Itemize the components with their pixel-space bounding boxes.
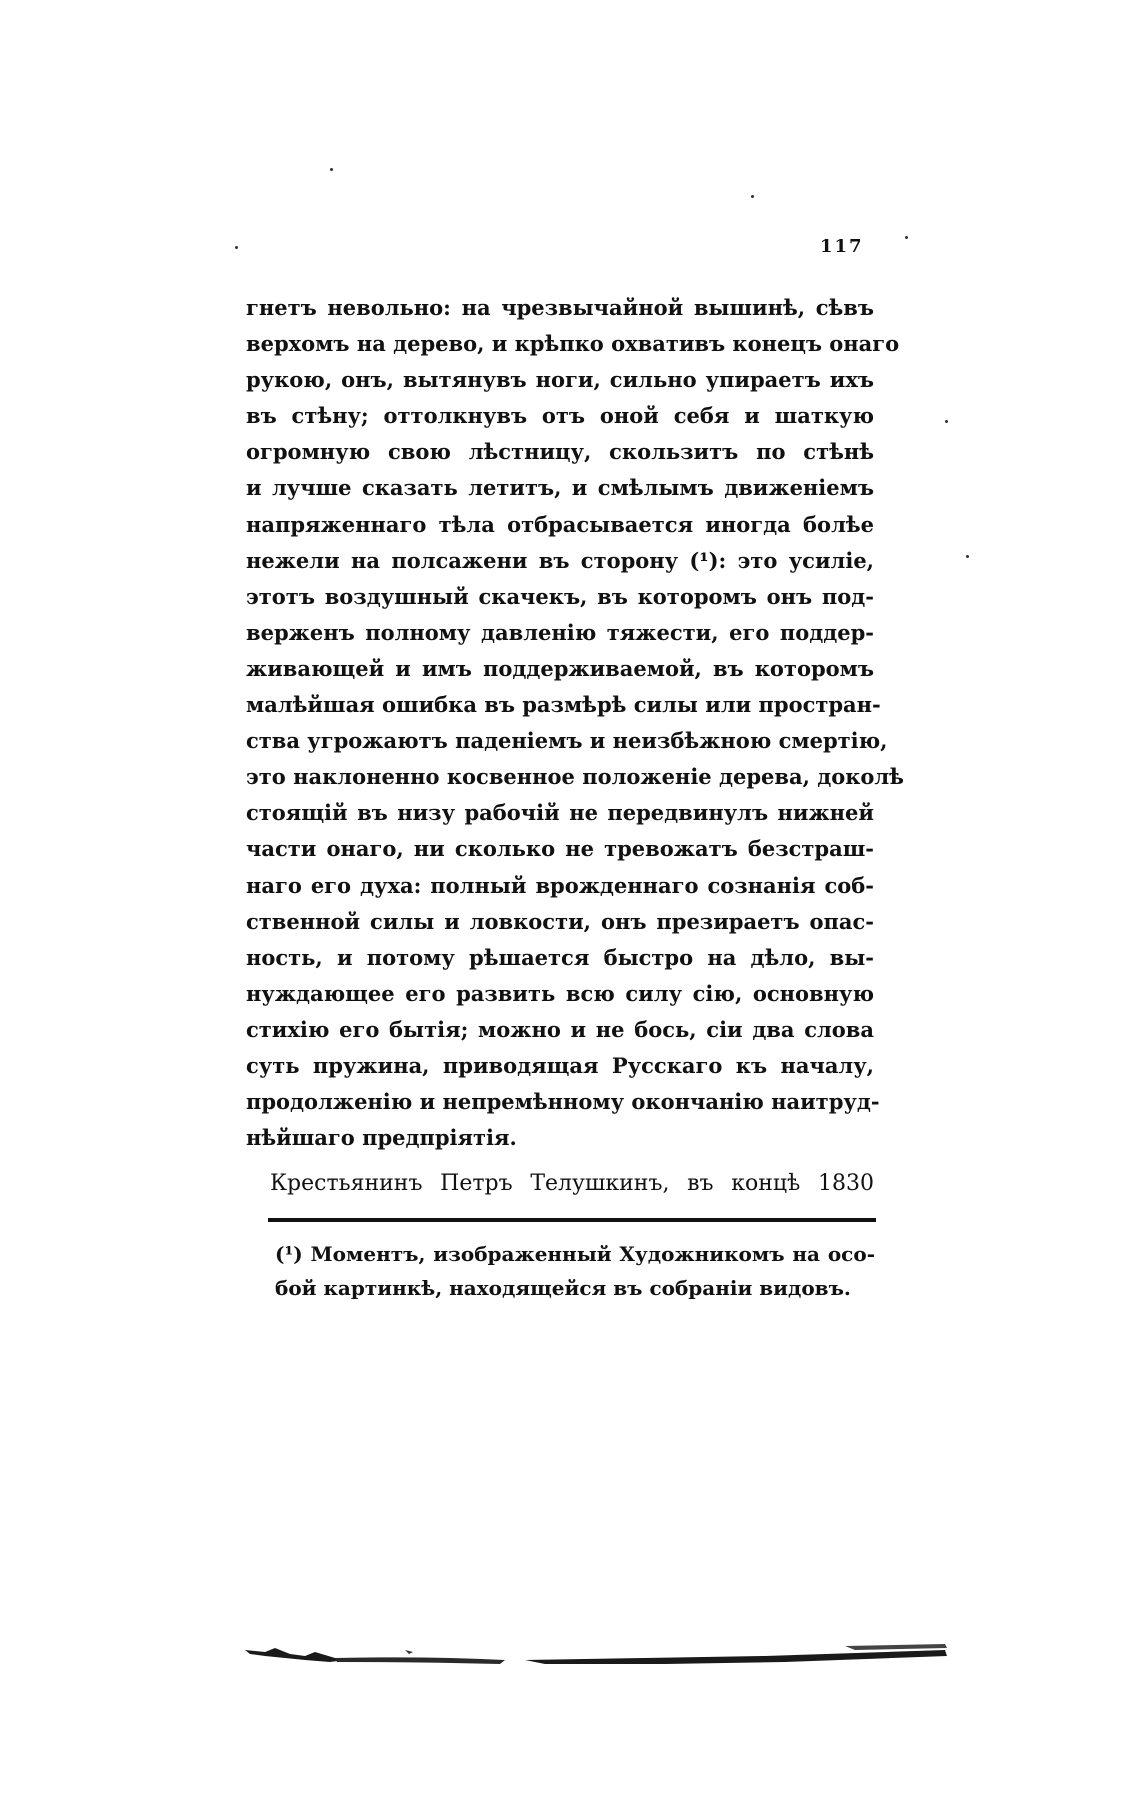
body-line: ность, и потому рѣшается быстро на дѣло, вы- xyxy=(246,944,874,970)
footnote-line: бой картинкѣ, находящейся въ собраніи видовъ. xyxy=(275,1276,851,1300)
footnote xyxy=(275,1237,875,1305)
body-line: гнетъ невольно: на чрезвычайной вышинѣ, сѣвъ xyxy=(246,295,874,320)
scan-speck xyxy=(235,246,238,249)
scan-speck xyxy=(751,195,754,198)
body-line: и лучше сказать летитъ, и смѣлымъ движеніемъ xyxy=(246,475,874,501)
body-line: въ стѣну; оттолкнувъ отъ оной себя и шаткую xyxy=(246,403,874,429)
body-line: суть пружина, приводящая Русскаго къ началу, xyxy=(246,1052,874,1078)
body-line: огромную свою лѣстницу, скользитъ по стѣнѣ xyxy=(246,439,874,465)
body-line: нежели на полсажени въ сторону (¹): это усиліе, xyxy=(246,547,874,573)
body-line: этотъ воздушный скачекъ, въ которомъ онъ под- xyxy=(246,583,874,609)
scan-speck xyxy=(966,555,969,558)
footnote-line: (¹) Моментъ, изображенный Художникомъ на осо- xyxy=(275,1242,875,1266)
body-line: нѣйшаго предпріятія. xyxy=(246,1125,517,1151)
body-line: части онаго, ни сколько не тревожатъ безстраш- xyxy=(246,836,874,862)
body-line: напряженнаго тѣла отбрасывается иногда болѣе xyxy=(246,511,874,537)
body-line: ственной силы и ловкости, онъ презираетъ опас- xyxy=(246,908,874,934)
body-line: наго его духа: полный врожденнаго сознанія соб- xyxy=(246,872,874,898)
body-line: малѣйшая ошибка въ размѣрѣ силы или простран- xyxy=(246,692,881,718)
closing-line: Крестьянинъ Петръ Телушкинъ, въ концѣ 1830 xyxy=(270,1171,874,1197)
body-line: верхомъ на дерево, и крѣпко охвативъ конецъ онаго xyxy=(246,331,900,357)
body-text xyxy=(246,290,904,1202)
footnote-rule xyxy=(268,1218,876,1222)
body-line: продолженію и непремѣнному окончанію наитруд- xyxy=(246,1089,880,1115)
scan-smudge xyxy=(245,1640,950,1668)
body-line: стихію его бытія; можно и не бось, сіи два слова xyxy=(246,1016,874,1042)
body-line: нуждающее его развить всю силу сію, основную xyxy=(246,980,874,1006)
body-line: стоящій въ низу рабочій не передвинулъ нижней xyxy=(246,800,874,826)
page-number: 117 xyxy=(820,236,864,257)
body-line: живающей и имъ поддерживаемой, въ которомъ xyxy=(246,655,874,681)
body-line: ства угрожаютъ паденіемъ и неизбѣжною смертію, xyxy=(246,728,888,754)
scan-speck xyxy=(945,420,948,423)
body-line: рукою, онъ, вытянувъ ноги, сильно упираетъ ихъ xyxy=(246,367,874,393)
scan-speck xyxy=(330,168,333,171)
scan-speck xyxy=(905,236,908,239)
body-line: это наклоненно косвенное положеніе дерева, доколѣ xyxy=(246,764,904,790)
body-line: верженъ полному давленію тяжести, его поддер- xyxy=(246,619,874,645)
